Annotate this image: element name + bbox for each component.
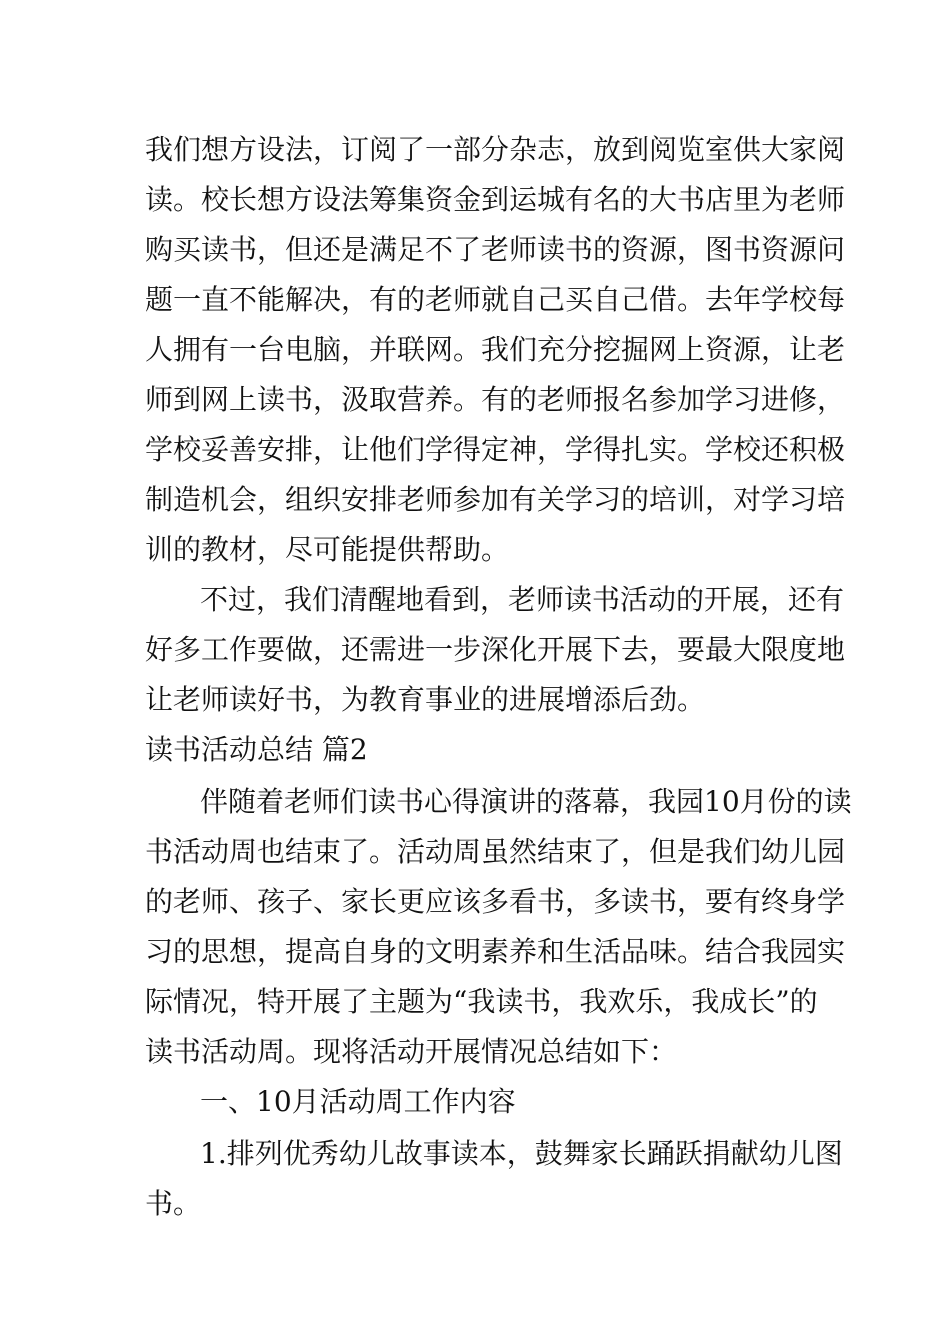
paragraph-line: 让老师读好书，为教育事业的进展增添后劲。 [145, 683, 706, 716]
list-item-line: 1.排列优秀幼儿故事读本，鼓舞家长踊跃捐献幼儿图 [200, 1137, 843, 1170]
paragraph-line: 际情况，特开展了主题为“我读书，我欢乐，我成长”的 [145, 985, 818, 1018]
paragraph-line: 伴随着老师们读书心得演讲的落幕，我园10月份的读 [200, 785, 852, 818]
paragraph-line: 学校妥善安排，让他们学得定神，学得扎实。学校还积极 [145, 433, 846, 466]
paragraph-line: 人拥有一台电脑，并联网。我们充分挖掘网上资源，让老 [145, 333, 846, 366]
list-item-line: 书。 [145, 1187, 202, 1220]
list-heading: 一、10月活动周工作内容 [200, 1085, 516, 1118]
paragraph-line: 训的教材，尽可能提供帮助。 [145, 533, 510, 566]
paragraph-line: 制造机会，组织安排老师参加有关学习的培训，对学习培 [145, 483, 846, 516]
paragraph-line: 读书活动周。现将活动开展情况总结如下： [145, 1035, 678, 1068]
paragraph-line: 师到网上读书，汲取营养。有的老师报名参加学习进修， [145, 383, 846, 416]
paragraph-line: 书活动周也结束了。活动周虽然结束了，但是我们幼儿园 [145, 835, 846, 868]
paragraph-line: 购买读书，但还是满足不了老师读书的资源，图书资源问 [145, 233, 846, 266]
paragraph-line: 习的思想，提高自身的文明素养和生活品味。结合我园实 [145, 935, 846, 968]
paragraph-line: 的老师、孩子、家长更应该多看书，多读书，要有终身学 [145, 885, 846, 918]
paragraph-line: 好多工作要做，还需进一步深化开展下去，要最大限度地 [145, 633, 846, 666]
paragraph-line: 我们想方设法，订阅了一部分杂志，放到阅览室供大家阅 [145, 133, 846, 166]
paragraph-line: 读。校长想方设法筹集资金到运城有名的大书店里为老师 [145, 183, 846, 216]
paragraph-line: 题一直不能解决，有的老师就自己买自己借。去年学校每 [145, 283, 846, 316]
section-heading: 读书活动总结 篇2 [145, 733, 368, 766]
paragraph-line: 不过，我们清醒地看到，老师读书活动的开展，还有 [200, 583, 845, 616]
